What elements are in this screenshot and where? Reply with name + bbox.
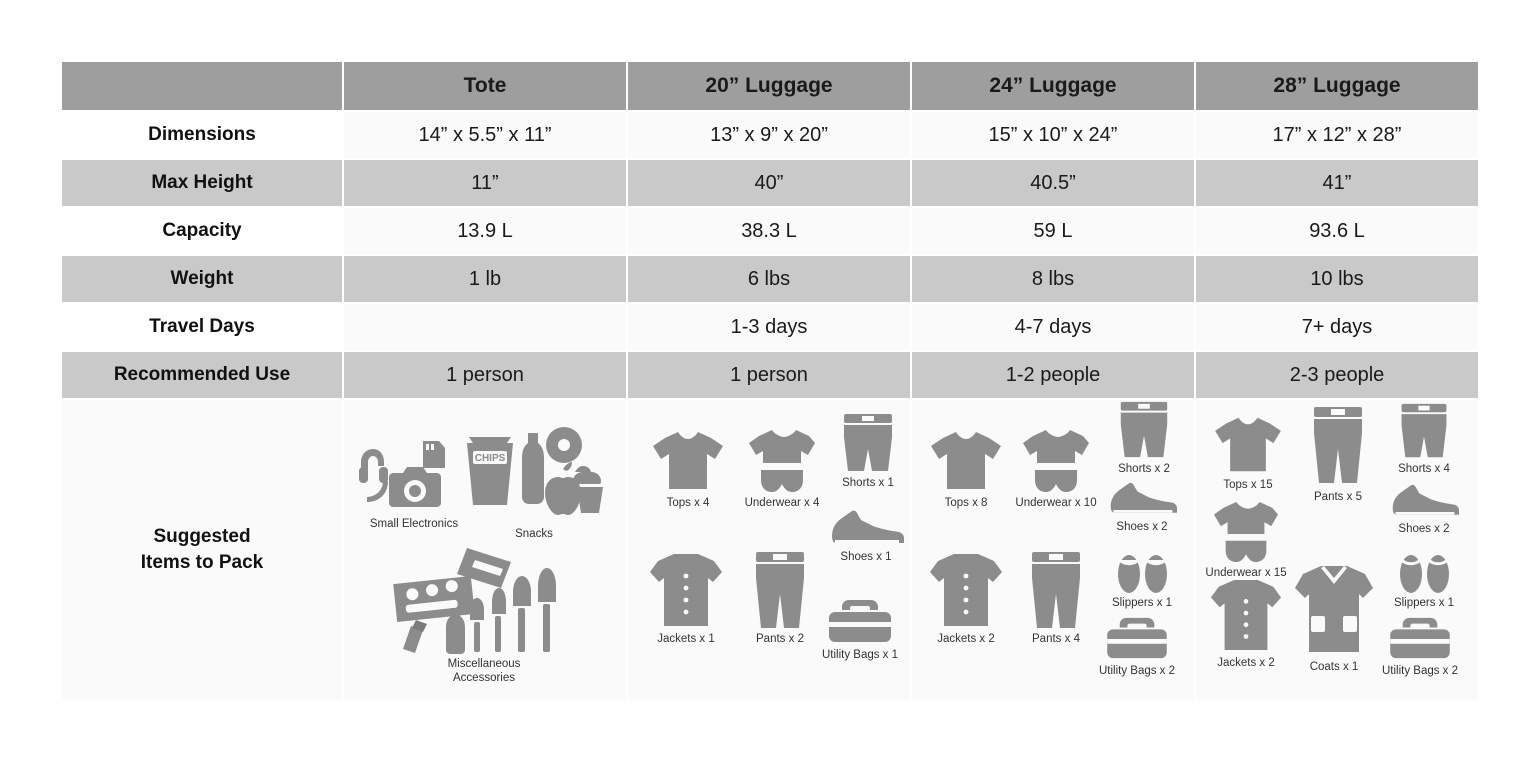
cell-capacity-tote: 13.9 L: [344, 208, 626, 254]
pack-item-shoes-28: [1364, 480, 1484, 536]
shoes-icon: [806, 506, 926, 548]
pack-caption-jackets-20: Jackets x 1: [657, 633, 715, 645]
pack-caption-utility-bags-28: Utility Bags x 2: [1381, 665, 1459, 677]
cell-recommended-use-tote: 1 person: [344, 352, 626, 398]
pack-icons-24-luggage: [912, 400, 1194, 700]
snacks-icon: [454, 425, 614, 525]
pack-caption-underwear-24: Underwear x 10: [1015, 497, 1097, 509]
pack-caption-jackets-24: Jackets x 2: [937, 633, 995, 645]
shorts-icon: [1364, 402, 1484, 460]
pack-caption-shoes-20: Shoes x 1: [840, 551, 892, 563]
pack-caption-pants-28: Pants x 5: [1314, 491, 1362, 503]
shorts-icon: [1084, 400, 1204, 460]
pack-cell-24-luggage: [912, 400, 1194, 700]
pack-caption-misc-accessories: Miscellaneous Accessories: [447, 658, 521, 685]
luggage-comparison-table: [60, 60, 1480, 702]
header-tote: Tote: [344, 62, 626, 110]
pack-caption-slippers-24: Slippers x 1: [1111, 597, 1173, 609]
pants-icon: [996, 550, 1116, 630]
cell-max-height-20: 40”: [628, 160, 910, 206]
pack-caption-snacks: Snacks: [515, 528, 553, 540]
cell-dimensions-tote: 14” x 5.5” x 11”: [344, 112, 626, 158]
cell-capacity-24: 59 L: [912, 208, 1194, 254]
pack-caption-underwear-20: Underwear x 4: [744, 497, 820, 509]
cell-capacity-28: 93.6 L: [1196, 208, 1478, 254]
pack-item-utility-bags-28: [1360, 614, 1480, 678]
underwear-icon: [1186, 500, 1306, 564]
pack-caption-tops-28: Tops x 15: [1223, 479, 1273, 491]
pack-icons-20-luggage: [628, 400, 910, 700]
pack-caption-underwear-28: Underwear x 15: [1205, 567, 1287, 579]
suggested-items-line1: Suggested: [153, 526, 251, 548]
pack-caption-shorts-24: Shorts x 2: [1118, 463, 1170, 475]
cell-travel-days-20: 1-3 days: [628, 304, 910, 350]
shoes-icon: [1364, 480, 1484, 520]
utility-bags-icon: [1360, 614, 1480, 662]
pack-item-shoes-24: [1082, 478, 1202, 534]
slippers-icon: [1364, 548, 1484, 594]
suggested-items-line2: Items to Pack: [140, 552, 264, 573]
row-label-max-height: Max Height: [62, 160, 342, 206]
pack-cell-28-luggage: [1196, 400, 1478, 700]
cell-recommended-use-24: 1-2 people: [912, 352, 1194, 398]
pack-item-misc-accessories: [384, 540, 584, 686]
header-20-luggage: 20” Luggage: [628, 62, 910, 110]
pack-caption-utility-bags-24: Utility Bags x 2: [1098, 665, 1176, 677]
pack-caption-pants-24: Pants x 4: [1032, 633, 1080, 645]
pack-caption-slippers-28: Slippers x 1: [1393, 597, 1455, 609]
cell-travel-days-24: 4-7 days: [912, 304, 1194, 350]
pack-item-shorts-28: [1364, 402, 1484, 476]
table-row-travel-days: [62, 304, 1478, 350]
pack-icons-28-luggage: [1196, 400, 1478, 700]
pack-caption-jackets-28: Jackets x 2: [1217, 657, 1275, 669]
pack-caption-small-electronics: Small Electronics: [369, 518, 459, 530]
utility-bags-icon: [800, 596, 920, 646]
row-label-weight: Weight: [62, 256, 342, 302]
pack-caption-tops-24: Tops x 8: [944, 497, 988, 509]
cell-weight-20: 6 lbs: [628, 256, 910, 302]
pack-caption-shoes-24: Shoes x 2: [1116, 521, 1168, 533]
pack-caption-shorts-20: Shorts x 1: [842, 477, 894, 489]
pack-item-shorts-24: [1084, 400, 1204, 476]
table-row-max-height: [62, 160, 1478, 206]
table-row-capacity: [62, 208, 1478, 254]
cell-weight-24: 8 lbs: [912, 256, 1194, 302]
row-label-dimensions: Dimensions: [62, 112, 342, 158]
cell-dimensions-20: 13” x 9” x 20”: [628, 112, 910, 158]
cell-weight-tote: 1 lb: [344, 256, 626, 302]
pack-cell-tote: [344, 400, 626, 700]
cell-dimensions-24: 15” x 10” x 24”: [912, 112, 1194, 158]
header-24-luggage: 24” Luggage: [912, 62, 1194, 110]
cell-capacity-20: 38.3 L: [628, 208, 910, 254]
pack-caption-utility-bags-20: Utility Bags x 1: [821, 649, 899, 661]
cell-max-height-tote: 11”: [344, 160, 626, 206]
pack-item-utility-bags-20: [800, 596, 920, 662]
row-label-capacity: Capacity: [62, 208, 342, 254]
table-header-row: [62, 62, 1478, 110]
cell-dimensions-28: 17” x 12” x 28”: [1196, 112, 1478, 158]
miscellaneous-accessories-icon: [384, 540, 584, 655]
row-label-recommended-use: Recommended Use: [62, 352, 342, 398]
table-row-dimensions: [62, 112, 1478, 158]
svg-text:CHIPS: CHIPS: [474, 453, 506, 464]
cell-max-height-24: 40.5”: [912, 160, 1194, 206]
pack-item-pants-24: [996, 550, 1116, 646]
shoes-icon: [1082, 478, 1202, 518]
cell-travel-days-28: 7+ days: [1196, 304, 1478, 350]
cell-recommended-use-28: 2-3 people: [1196, 352, 1478, 398]
cell-travel-days-tote: [344, 304, 626, 350]
pack-cell-20-luggage: [628, 400, 910, 700]
pack-icons-tote: [344, 400, 626, 700]
pack-caption-pants-20: Pants x 2: [756, 633, 804, 645]
row-label-travel-days: Travel Days: [62, 304, 342, 350]
pack-caption-coats-28: Coats x 1: [1309, 661, 1359, 673]
pack-caption-shorts-28: Shorts x 4: [1398, 463, 1450, 475]
header-blank-cell: [62, 62, 342, 110]
table-row-suggested-items: [62, 400, 1478, 700]
table-row-recommended-use: [62, 352, 1478, 398]
pack-caption-tops-20: Tops x 4: [666, 497, 710, 509]
cell-recommended-use-20: 1 person: [628, 352, 910, 398]
cell-weight-28: 10 lbs: [1196, 256, 1478, 302]
pack-item-snacks: [454, 425, 614, 541]
cell-max-height-28: 41”: [1196, 160, 1478, 206]
pack-caption-shoes-28: Shoes x 2: [1398, 523, 1450, 535]
row-label-suggested-items: [62, 400, 342, 700]
header-28-luggage: 28” Luggage: [1196, 62, 1478, 110]
pack-item-slippers-28: [1364, 548, 1484, 610]
table-row-weight: [62, 256, 1478, 302]
